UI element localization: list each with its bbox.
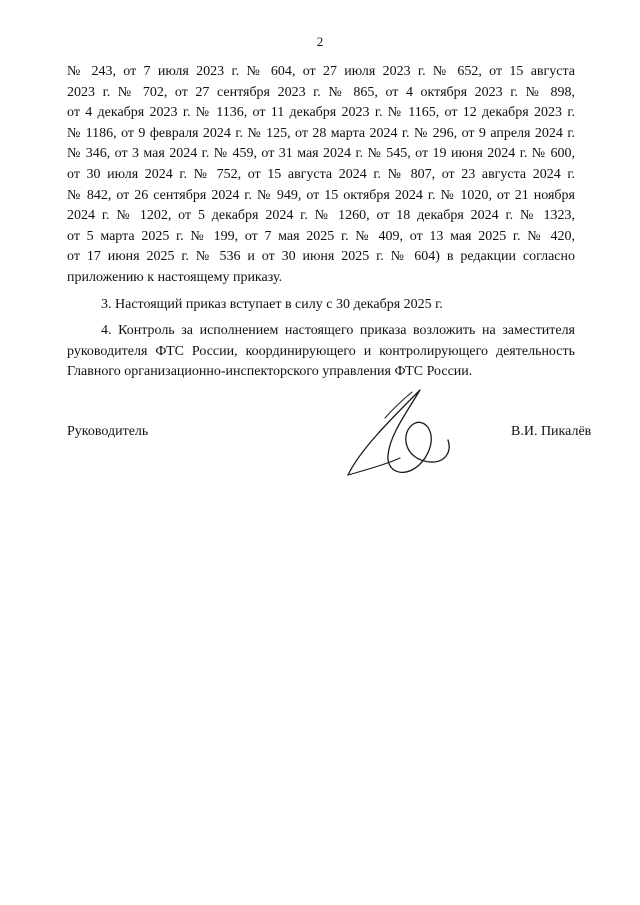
text-line: от 30 июля 2024 г. № 752, от 15 августа 2024 г. № 807, от 23 августа 2024 г. [67, 166, 575, 182]
item-4-line: 4. Контроль за исполнением настоящего приказа возложить на заместителя [101, 323, 575, 339]
signatory-title: Руководитель [67, 424, 149, 439]
text-line: № 346, от 3 мая 2024 г. № 459, от 31 мая 2024 г. № 545, от 19 июня 2024 г. № 600, [67, 146, 575, 162]
page-number: 2 [316, 34, 324, 49]
item-4-line: Главного организационно-инспекторского управления ФТС России. [67, 364, 473, 380]
handwritten-signature [330, 380, 480, 500]
text-line: № 842, от 26 сентября 2024 г. № 949, от 15 октября 2024 г. № 1020, от 21 ноября [67, 187, 575, 203]
text-line: от 5 марта 2025 г. № 199, от 7 мая 2025 г. № 409, от 13 мая 2025 г. № 420, [67, 228, 575, 244]
text-line: от 4 декабря 2023 г. № 1136, от 11 декабря 2023 г. № 1165, от 12 декабря 2023 г. [67, 105, 575, 121]
text-line: от 17 июня 2025 г. № 536 и от 30 июня 2025 г. № 604) в редакции согласно [67, 249, 575, 265]
signatory-name: В.И. Пикалёв [511, 424, 592, 439]
document-body [67, 62, 575, 383]
text-line: 2023 г. № 702, от 27 сентября 2023 г. № 865, от 4 октября 2023 г. № 898, [67, 84, 575, 100]
item-4-line: руководителя ФТС России, координирующего и контролирующего деятельность [67, 343, 575, 359]
text-line: приложению к настоящему приказу. [67, 269, 283, 285]
text-line: 2024 г. № 1202, от 5 декабря 2024 г. № 1260, от 18 декабря 2024 г. № 1323, [67, 208, 575, 224]
item-3-text: 3. Настоящий приказ вступает в силу с 30 декабря 2025 г. [101, 296, 443, 312]
text-line: № 243, от 7 июля 2023 г. № 604, от 27 июля 2023 г. № 652, от 15 августа [67, 64, 575, 79]
text-line: № 1186, от 9 февраля 2024 г. № 125, от 28 марта 2024 г. № 296, от 9 апреля 2024 г. [67, 125, 575, 141]
